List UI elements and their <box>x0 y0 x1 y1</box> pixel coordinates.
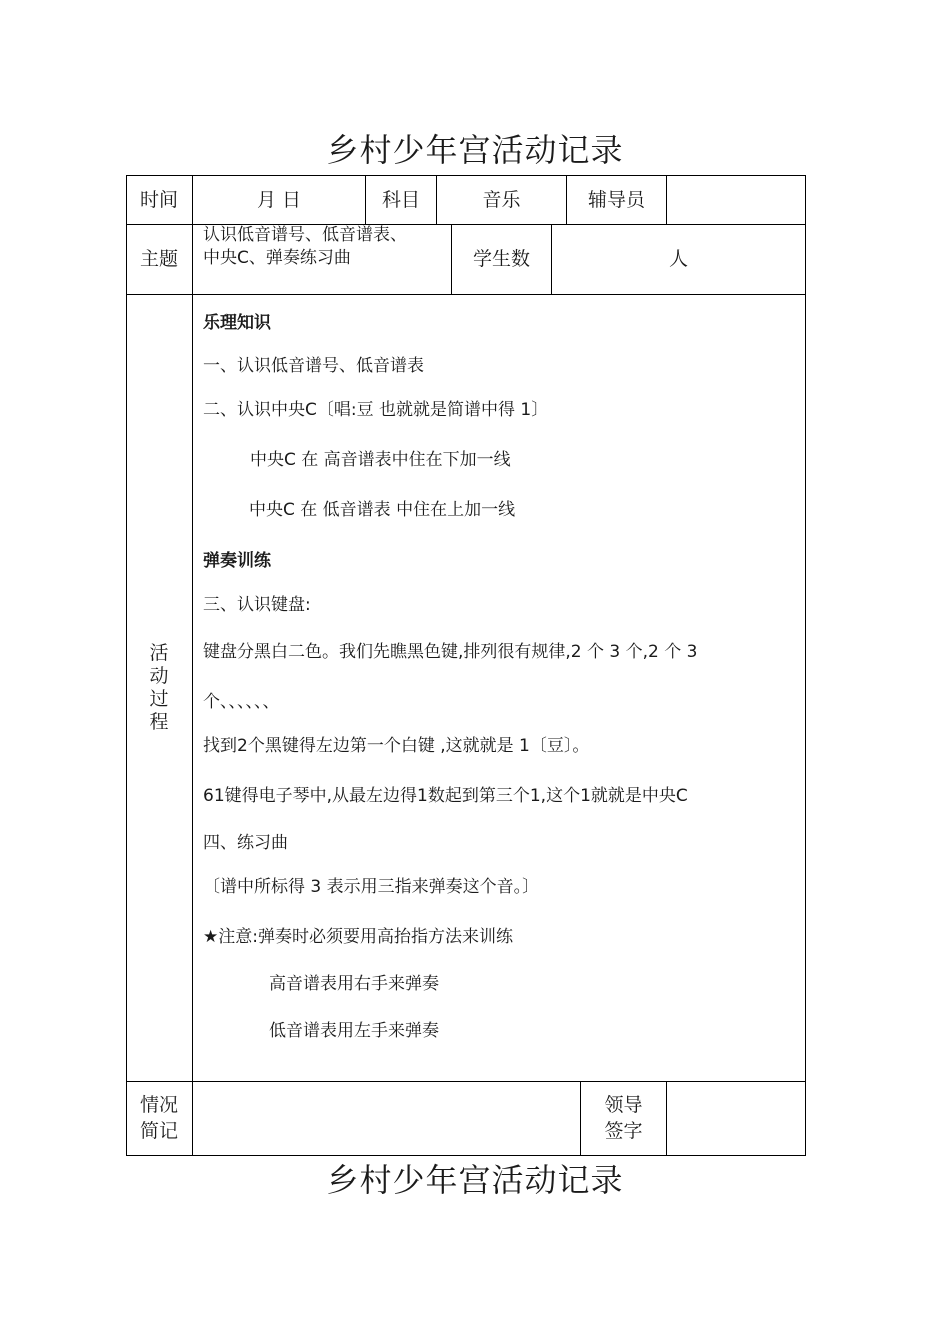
date-value: 月 日 <box>256 188 302 211</box>
content-line: 低音谱表用左手来弹奏 <box>269 1021 439 1041</box>
content-line: 中央C 在 低音谱表 中住在上加一线 <box>249 500 516 520</box>
summary-label <box>126 1081 192 1155</box>
subject-label: 科目 <box>381 188 420 211</box>
time-label: 时间 <box>139 188 178 211</box>
summary-value <box>193 1081 580 1155</box>
activity-label-char: 过 <box>149 687 169 710</box>
topic-value <box>193 224 451 294</box>
content-line: 个、、、、、、 <box>203 692 280 712</box>
content-line: 高音谱表用右手来弹奏 <box>269 974 439 994</box>
sign-label-line: 签字 <box>604 1120 643 1142</box>
activity-process-label <box>126 294 192 1081</box>
page-title: 乡村少年宫活动记录 <box>326 131 624 169</box>
tutor-value <box>667 175 805 224</box>
summary-label-line: 情况 <box>139 1094 178 1116</box>
summary-label-line: 简记 <box>139 1120 178 1142</box>
content-line: 四、练习曲 <box>203 833 288 853</box>
page-title-repeat: 乡村少年宫活动记录 <box>326 1161 624 1199</box>
content-line: 〔谱中所标得 3 表示用三指来弹奏这个音。〕 <box>203 877 540 897</box>
activity-label-char: 程 <box>149 710 169 733</box>
subject-value: 音乐 <box>482 188 521 211</box>
leader-signature-label <box>581 1081 666 1155</box>
activity-label-char: 活 <box>149 641 169 664</box>
content-line: 找到2个黑键得左边第一个白键 ,这就就是 1〔豆〕。 <box>203 736 590 756</box>
topic-label: 主题 <box>139 248 178 270</box>
content-line: 三、认识键盘: <box>203 595 311 615</box>
content-line: ★注意:弹奏时必须要用高抬指方法来训练 <box>203 927 513 947</box>
section-heading-theory: 乐理知识 <box>203 313 271 333</box>
students-label: 学生数 <box>472 248 530 270</box>
content-line: 61键得电子琴中,从最左边得1数起到第三个1,这个1就就是中央C <box>203 786 688 806</box>
content-line: 键盘分黑白二色。我们先瞧黑色键,排列很有规律,2 个 3 个,2 个 3 <box>203 642 698 662</box>
leader-signature-value <box>667 1081 805 1155</box>
content-line: 二、认识中央C〔唱:豆 也就就是简谱中得 1〕 <box>203 400 549 420</box>
topic-line: 认识低音谱号、低音谱表、 <box>203 225 407 245</box>
activity-label-char: 动 <box>149 664 169 687</box>
content-line: 一、认识低音谱号、低音谱表 <box>203 356 424 376</box>
students-value: 人 <box>668 248 688 270</box>
section-heading-practice: 弹奏训练 <box>203 551 271 571</box>
tutor-label: 辅导员 <box>587 188 645 211</box>
content-line: 中央C 在 高音谱表中住在下加一线 <box>250 450 511 470</box>
sign-label-line: 领导 <box>604 1094 643 1116</box>
topic-line: 中央C、弹奏练习曲 <box>203 248 351 268</box>
